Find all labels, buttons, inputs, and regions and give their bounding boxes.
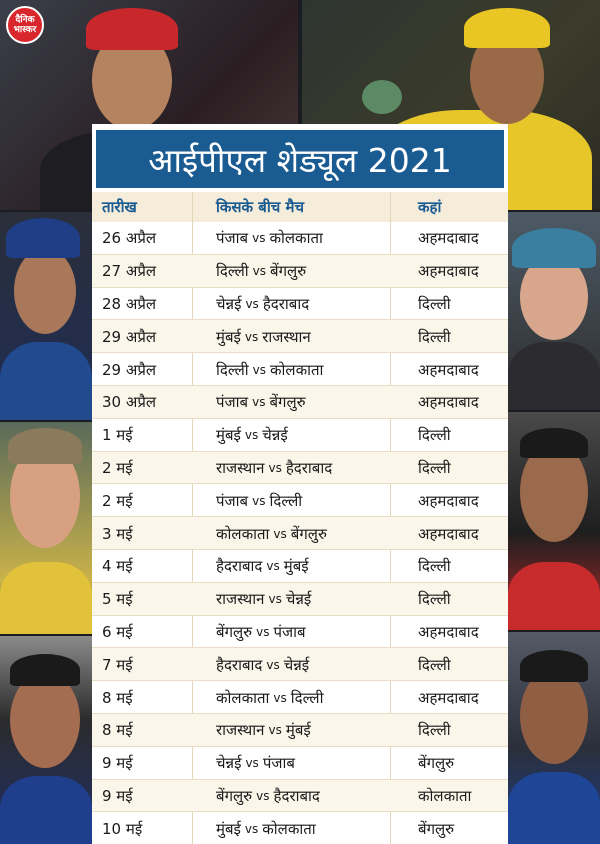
team-1: चेन्नई [216, 294, 242, 313]
team-2: पंजाब [262, 754, 295, 773]
match-teams [216, 517, 412, 550]
table-header [92, 192, 508, 222]
match-teams [216, 452, 412, 485]
team-2: दिल्ली [290, 688, 324, 707]
team-1: पंजाब [216, 393, 249, 412]
match-date: 10 मई [102, 819, 143, 838]
match-teams [216, 714, 412, 747]
vs-label: vs [273, 690, 287, 705]
table-row [92, 714, 508, 747]
match-venue: दिल्ली [418, 294, 451, 313]
dainik-bhaskar-logo [6, 6, 44, 44]
match-date: 8 मई [102, 688, 133, 707]
table-row [92, 616, 508, 649]
vs-label: vs [266, 657, 280, 672]
match-date: 3 मई [102, 524, 133, 543]
header-date: तारीख [102, 198, 137, 216]
match-date: 27 अप्रैल [102, 262, 157, 281]
vs-label: vs [252, 231, 266, 246]
match-teams [216, 222, 412, 255]
match-venue: अहमदाबाद [418, 688, 479, 707]
match-teams [216, 747, 412, 780]
team-2: चेन्नई [283, 655, 310, 674]
schedule-title: आईपीएल शेड्यूल 2021 [96, 130, 504, 188]
table-row [92, 780, 508, 813]
vs-label: vs [252, 264, 267, 279]
team-1: मुंबई [216, 426, 241, 445]
table-row [92, 222, 508, 255]
match-venue: कोलकाता [418, 786, 472, 805]
match-date: 5 मई [102, 590, 133, 609]
team-1: चेन्नई [216, 754, 242, 773]
match-date: 6 मई [102, 622, 133, 641]
table-row [92, 648, 508, 681]
team-2: बेंगलुरु [290, 524, 327, 543]
team-1: दिल्ली [216, 360, 249, 379]
table-row [92, 484, 508, 517]
table-row [92, 812, 508, 844]
match-teams [216, 812, 412, 844]
vs-label: vs [252, 395, 266, 410]
vs-label: vs [268, 723, 282, 738]
team-1: राजस्थान [216, 458, 265, 477]
match-venue: अहमदाबाद [418, 262, 479, 281]
match-date: 30 अप्रैल [102, 393, 157, 412]
match-date: 2 मई [102, 458, 133, 477]
team-1: दिल्ली [216, 262, 249, 281]
team-1: पंजाब [216, 229, 249, 248]
header-venue: कहां [418, 198, 442, 216]
match-date: 26 अप्रैल [102, 229, 157, 248]
team-1: बेंगलुरु [216, 786, 253, 805]
team-2: मुंबई [285, 721, 311, 740]
player-photo-left-3 [0, 636, 92, 844]
match-venue: दिल्ली [418, 557, 451, 576]
match-venue: बेंगलुरु [418, 754, 455, 773]
match-teams [216, 320, 412, 353]
table-row [92, 419, 508, 452]
player-photo-right-2 [508, 412, 600, 630]
match-date: 7 मई [102, 655, 133, 674]
match-venue: दिल्ली [418, 426, 451, 445]
vs-label: vs [273, 526, 287, 541]
team-2: दिल्ली [269, 491, 303, 510]
table-row [92, 288, 508, 321]
team-2: हैदराबाद [262, 294, 310, 313]
logo-line-2: भास्कर [13, 25, 37, 35]
team-2: बेंगलुरु [270, 262, 307, 281]
team-1: हैदराबाद [216, 557, 263, 576]
team-1: हैदराबाद [216, 655, 263, 674]
team-2: चेन्नई [285, 590, 312, 609]
vs-label: vs [244, 428, 259, 443]
player-photo-left-2 [0, 422, 92, 634]
match-teams [216, 353, 412, 386]
table-row [92, 255, 508, 288]
team-2: राजस्थान [262, 327, 311, 346]
match-venue: दिल्ली [418, 721, 451, 740]
team-1: मुंबई [216, 327, 241, 346]
vs-label: vs [244, 821, 259, 836]
schedule-rows [92, 222, 508, 844]
match-venue: दिल्ली [418, 458, 451, 477]
team-2: हैदराबाद [273, 786, 320, 805]
table-row [92, 353, 508, 386]
match-venue: अहमदाबाद [418, 360, 479, 379]
match-venue: अहमदाबाद [418, 229, 479, 248]
match-venue: दिल्ली [418, 655, 451, 674]
match-teams [216, 386, 412, 419]
vs-label: vs [266, 559, 280, 574]
header-match: किसके बीच मैच [216, 198, 304, 216]
team-1: राजस्थान [216, 590, 265, 609]
match-venue: अहमदाबाद [418, 524, 479, 543]
vs-label: vs [256, 788, 270, 803]
match-teams [216, 255, 412, 288]
vs-label: vs [252, 493, 266, 508]
logo-line-1: दैनिक [15, 15, 35, 25]
table-row [92, 452, 508, 485]
team-1: बेंगलुरु [216, 622, 253, 641]
match-teams [216, 616, 412, 649]
team-1: कोलकाता [216, 524, 270, 543]
match-teams [216, 550, 412, 583]
match-venue: बेंगलुरु [418, 819, 455, 838]
match-teams [216, 419, 412, 452]
match-teams [216, 648, 412, 681]
vs-label: vs [252, 362, 267, 377]
match-venue: अहमदाबाद [418, 393, 479, 412]
match-date: 28 अप्रैल [102, 294, 157, 313]
team-2: मुंबई [283, 557, 309, 576]
team-2: चेन्नई [262, 426, 288, 445]
table-row [92, 681, 508, 714]
match-teams [216, 484, 412, 517]
match-venue: दिल्ली [418, 327, 451, 346]
team-2: हैदराबाद [285, 458, 333, 477]
table-row [92, 747, 508, 780]
vs-label: vs [256, 624, 270, 639]
match-date: 29 अप्रैल [102, 327, 157, 346]
team-1: मुंबई [216, 819, 241, 838]
team-2: पंजाब [273, 622, 306, 641]
match-date: 9 मई [102, 786, 133, 805]
table-row [92, 583, 508, 616]
match-date: 1 मई [102, 426, 133, 445]
vs-label: vs [244, 329, 259, 344]
table-row [92, 386, 508, 419]
match-teams [216, 288, 412, 321]
vs-label: vs [245, 296, 259, 311]
vs-label: vs [245, 756, 259, 771]
match-date: 4 मई [102, 557, 133, 576]
table-row [92, 320, 508, 353]
team-1: राजस्थान [216, 721, 265, 740]
player-photo-right-3 [508, 632, 600, 844]
vs-label: vs [268, 592, 282, 607]
vs-label: vs [268, 460, 282, 475]
match-date: 8 मई [102, 721, 133, 740]
match-teams [216, 780, 412, 813]
team-2: कोलकाता [269, 229, 323, 248]
table-row [92, 550, 508, 583]
match-date: 2 मई [102, 491, 133, 510]
team-1: पंजाब [216, 491, 249, 510]
player-photo-right-1 [508, 212, 600, 410]
table-row [92, 517, 508, 550]
team-1: कोलकाता [216, 688, 270, 707]
match-teams [216, 681, 412, 714]
match-date: 9 मई [102, 754, 133, 773]
match-venue: दिल्ली [418, 590, 451, 609]
team-2: कोलकाता [270, 360, 324, 379]
player-photo-left-1 [0, 212, 92, 420]
match-venue: अहमदाबाद [418, 491, 479, 510]
match-venue: अहमदाबाद [418, 622, 479, 641]
team-2: कोलकाता [262, 819, 316, 838]
team-2: बेंगलुरु [269, 393, 306, 412]
match-date: 29 अप्रैल [102, 360, 157, 379]
schedule-card [92, 124, 508, 844]
match-teams [216, 583, 412, 616]
